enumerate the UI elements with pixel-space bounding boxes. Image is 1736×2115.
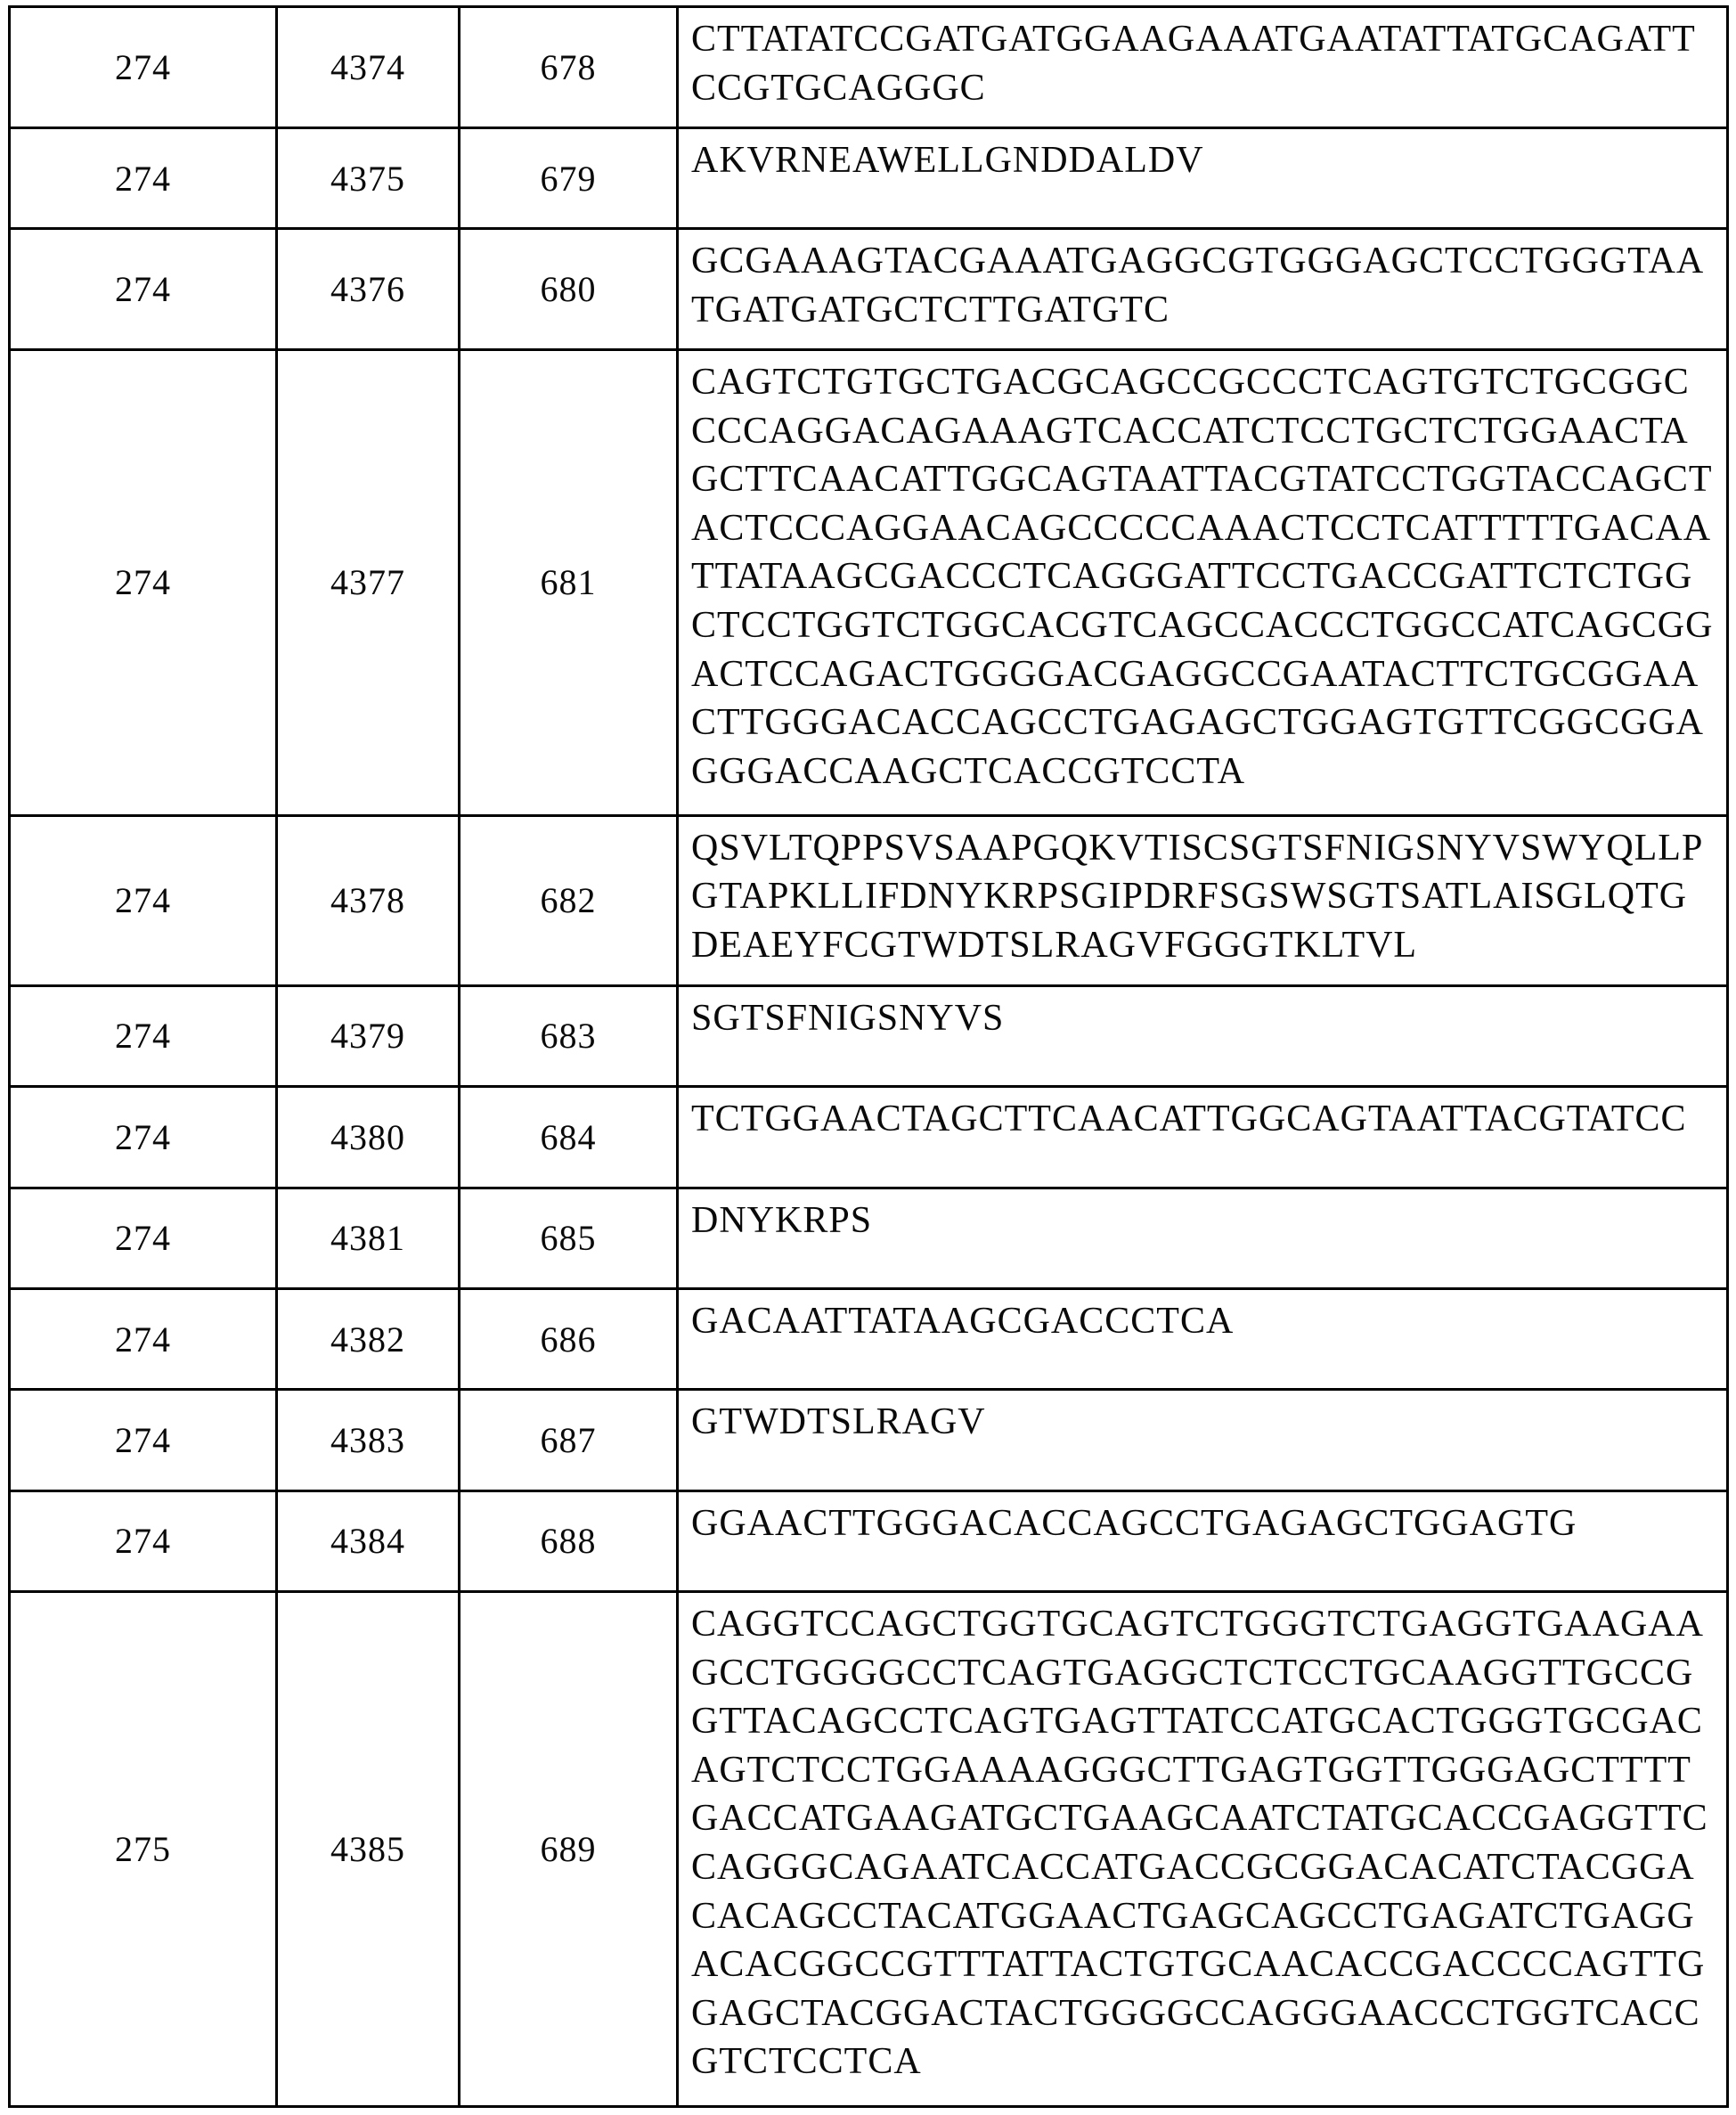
ref-number-cell: 274	[10, 985, 277, 1086]
table-row	[10, 1087, 1728, 1188]
sequence-cell: CAGGTCCAGCTGGTGCAGTCTGGGTCTGAGGTGAAGAAGCCTGGGGCCTCAGTGAGGCTCTCCTGCAAGGTTGCCGGTTACAGCCTCAGTGAGTTATCCATGCACTGGGTGCGACAGTCTCCTGGAAAAGGGCTTGAGTGGTTGGGAGCTTTTGACCATGAAGATGCTGAAGCAATCTATGCACCGAGGTTCCAGGGCAGAATCACCATGACCGCGGACACATCTACGGACACAGCCTACATGGAACTGAGCAGCCTGAGATCTGAGGACACGGCCGTTTATTACTGTGCAACACCGACCCCAGTTGGAGCTACGGACTACTGGGGCCAGGGAACCCTGGTCACCGTCTCCTCA	[678, 1591, 1728, 2106]
sequence-cell: QSVLTQPPSVSAAPGQKVTISCSGTSFNIGSNYVSWYQLLPGTAPKLLIFDNYKRPSGIPDRFSGSWSGTSATLAISGLQTGDEAEYFCGTWDTSLRAGVFGGGTKLTVL	[678, 815, 1728, 985]
seq-id-number-cell: 685	[460, 1188, 678, 1288]
sequence-cell: GCGAAAGTACGAAATGAGGCGTGGGAGCTCCTGGGTAATGATGATGCTCTTGATGTC	[678, 229, 1728, 350]
seq-id-number-cell: 679	[460, 127, 678, 228]
entry-number-cell: 4374	[277, 7, 460, 128]
ref-number-cell: 274	[10, 1087, 277, 1188]
sequence-cell: GGAACTTGGGACACCAGCCTGAGAGCTGGAGTG	[678, 1490, 1728, 1591]
ref-number-cell: 274	[10, 7, 277, 128]
sequence-cell: AKVRNEAWELLGNDDALDV	[678, 127, 1728, 228]
table-row	[10, 1390, 1728, 1490]
table-row	[10, 985, 1728, 1086]
sequence-table	[8, 5, 1729, 2108]
sequence-cell: GACAATTATAAGCGACCCTCA	[678, 1288, 1728, 1389]
seq-id-number-cell: 681	[460, 350, 678, 816]
sequence-cell: DNYKRPS	[678, 1188, 1728, 1288]
entry-number-cell: 4376	[277, 229, 460, 350]
ref-number-cell: 274	[10, 1188, 277, 1288]
entry-number-cell: 4383	[277, 1390, 460, 1490]
entry-number-cell: 4385	[277, 1591, 460, 2106]
entry-number-cell: 4380	[277, 1087, 460, 1188]
ref-number-cell: 274	[10, 1490, 277, 1591]
seq-id-number-cell: 688	[460, 1490, 678, 1591]
seq-id-number-cell: 684	[460, 1087, 678, 1188]
entry-number-cell: 4377	[277, 350, 460, 816]
entry-number-cell: 4384	[277, 1490, 460, 1591]
seq-id-number-cell: 689	[460, 1591, 678, 2106]
entry-number-cell: 4381	[277, 1188, 460, 1288]
table-row	[10, 350, 1728, 816]
table-row	[10, 1490, 1728, 1591]
entry-number-cell: 4379	[277, 985, 460, 1086]
sequence-table-body	[10, 7, 1728, 2107]
seq-id-number-cell: 687	[460, 1390, 678, 1490]
ref-number-cell: 274	[10, 815, 277, 985]
sequence-cell: GTWDTSLRAGV	[678, 1390, 1728, 1490]
ref-number-cell: 275	[10, 1591, 277, 2106]
entry-number-cell: 4375	[277, 127, 460, 228]
ref-number-cell: 274	[10, 1288, 277, 1389]
sequence-cell: TCTGGAACTAGCTTCAACATTGGCAGTAATTACGTATCC	[678, 1087, 1728, 1188]
ref-number-cell: 274	[10, 350, 277, 816]
table-row	[10, 1591, 1728, 2106]
table-row	[10, 127, 1728, 228]
entry-number-cell: 4378	[277, 815, 460, 985]
seq-id-number-cell: 678	[460, 7, 678, 128]
table-row	[10, 229, 1728, 350]
table-row	[10, 1188, 1728, 1288]
seq-id-number-cell: 686	[460, 1288, 678, 1389]
sequence-cell: CAGTCTGTGCTGACGCAGCCGCCCTCAGTGTCTGCGGCCCCAGGACAGAAAGTCACCATCTCCTGCTCTGGAACTAGCTTCAACATTGGCAGTAATTACGTATCCTGGTACCAGCTACTCCCAGGAACAGCCCCCAAACTCCTCATTTTTGACAATTATAAGCGACCCTCAGGGATTCCTGACCGATTCTCTGGCTCCTGGTCTGGCACGTCAGCCACCCTGGCCATCAGCGGACTCCAGACTGGGGACGAGGCCGAATACTTCTGCGGAACTTGGGACACCAGCCTGAGAGCTGGAGTGTTCGGCGGAGGGACCAAGCTCACCGTCCTA	[678, 350, 1728, 816]
seq-id-number-cell: 683	[460, 985, 678, 1086]
ref-number-cell: 274	[10, 1390, 277, 1490]
table-row	[10, 1288, 1728, 1389]
seq-id-number-cell: 682	[460, 815, 678, 985]
ref-number-cell: 274	[10, 229, 277, 350]
sequence-cell: CTTATATCCGATGATGGAAGAAATGAATATTATGCAGATTCCGTGCAGGGC	[678, 7, 1728, 128]
table-row	[10, 815, 1728, 985]
entry-number-cell: 4382	[277, 1288, 460, 1389]
ref-number-cell: 274	[10, 127, 277, 228]
sequence-cell: SGTSFNIGSNYVS	[678, 985, 1728, 1086]
seq-id-number-cell: 680	[460, 229, 678, 350]
table-row	[10, 7, 1728, 128]
